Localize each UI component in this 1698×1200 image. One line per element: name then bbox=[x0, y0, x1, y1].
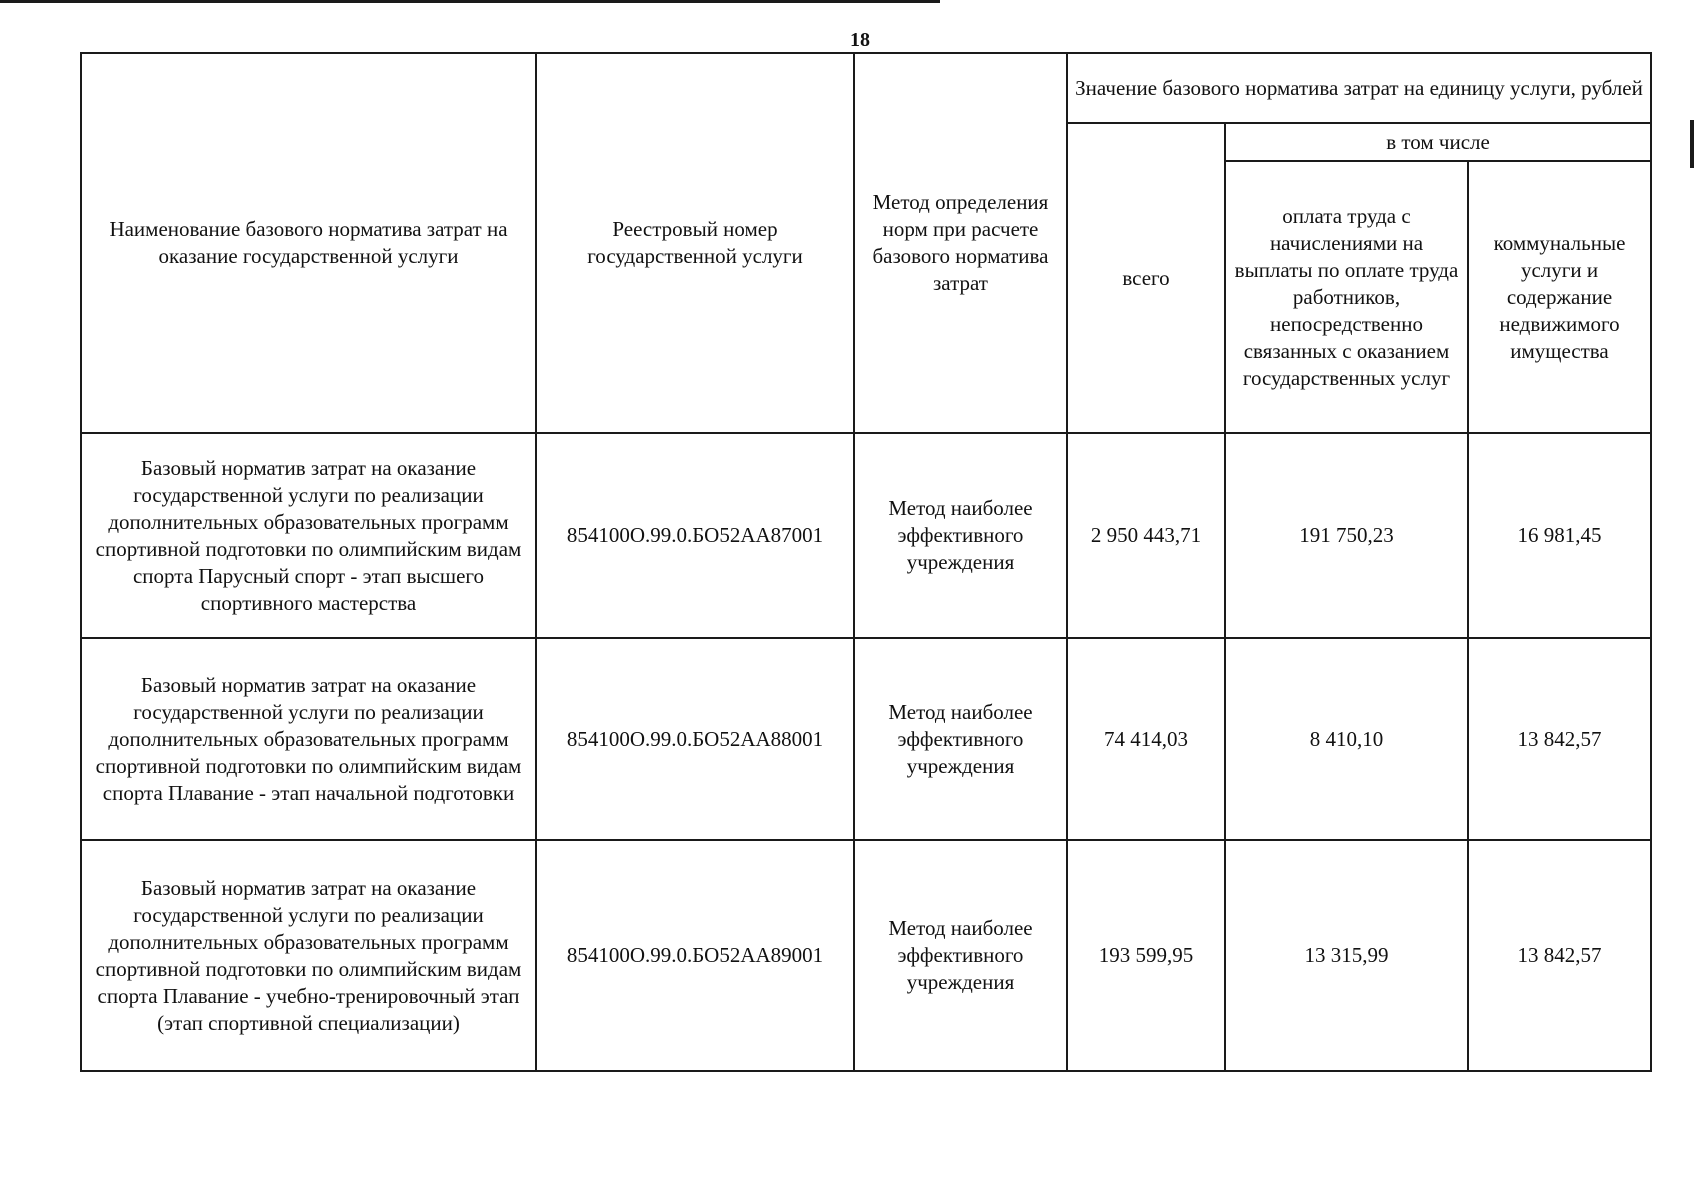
row-labor: 191 750,23 bbox=[1225, 433, 1468, 638]
table-row bbox=[81, 433, 1651, 638]
header-total: всего bbox=[1067, 123, 1225, 433]
row-registry: 854100О.99.0.БО52АА88001 bbox=[536, 638, 854, 840]
row-total: 74 414,03 bbox=[1067, 638, 1225, 840]
norms-table bbox=[80, 52, 1652, 1072]
header-row-1 bbox=[81, 53, 1651, 123]
row-name: Базовый норматив затрат на оказание государственной услуги по реализации дополнительных образовательных программ спортивной подготовки по олимпийским видам спорта Плавание - учебно-тренировочный этап (этап спортивной специализации) bbox=[81, 840, 536, 1071]
header-method: Метод определения норм при расчете базового норматива затрат bbox=[854, 53, 1067, 433]
row-name: Базовый норматив затрат на оказание государственной услуги по реализации дополнительных образовательных программ спортивной подготовки по олимпийским видам спорта Плавание - этап начальной подготовки bbox=[81, 638, 536, 840]
table-row bbox=[81, 638, 1651, 840]
row-method: Метод наиболее эффективного учреждения bbox=[854, 840, 1067, 1071]
table-row bbox=[81, 840, 1651, 1071]
header-value-group: Значение базового норматива затрат на единицу услуги, рублей bbox=[1067, 53, 1651, 123]
row-method: Метод наиболее эффективного учреждения bbox=[854, 433, 1067, 638]
row-registry: 854100О.99.0.БО52АА87001 bbox=[536, 433, 854, 638]
header-labor: оплата труда с начислениями на выплаты по оплате труда работников, непосредственно связанных с оказанием государственных услуг bbox=[1225, 161, 1468, 433]
header-registry: Реестровый номер государственной услуги bbox=[536, 53, 854, 433]
header-name: Наименование базового норматива затрат на оказание государственной услуги bbox=[81, 53, 536, 433]
top-rule bbox=[0, 0, 940, 3]
page-number: 18 bbox=[850, 29, 870, 51]
row-labor: 13 315,99 bbox=[1225, 840, 1468, 1071]
row-method: Метод наиболее эффективного учреждения bbox=[854, 638, 1067, 840]
row-total: 193 599,95 bbox=[1067, 840, 1225, 1071]
row-utilities: 13 842,57 bbox=[1468, 840, 1651, 1071]
row-utilities: 16 981,45 bbox=[1468, 433, 1651, 638]
row-labor: 8 410,10 bbox=[1225, 638, 1468, 840]
header-including: в том числе bbox=[1225, 123, 1651, 161]
row-total: 2 950 443,71 bbox=[1067, 433, 1225, 638]
row-utilities: 13 842,57 bbox=[1468, 638, 1651, 840]
scan-edge-mark bbox=[1690, 120, 1694, 168]
row-name: Базовый норматив затрат на оказание государственной услуги по реализации дополнительных образовательных программ спортивной подготовки по олимпийским видам спорта Парусный спорт - этап высшего спортивного мастерства bbox=[81, 433, 536, 638]
row-registry: 854100О.99.0.БО52АА89001 bbox=[536, 840, 854, 1071]
header-utilities: коммунальные услуги и содержание недвижимого имущества bbox=[1468, 161, 1651, 433]
